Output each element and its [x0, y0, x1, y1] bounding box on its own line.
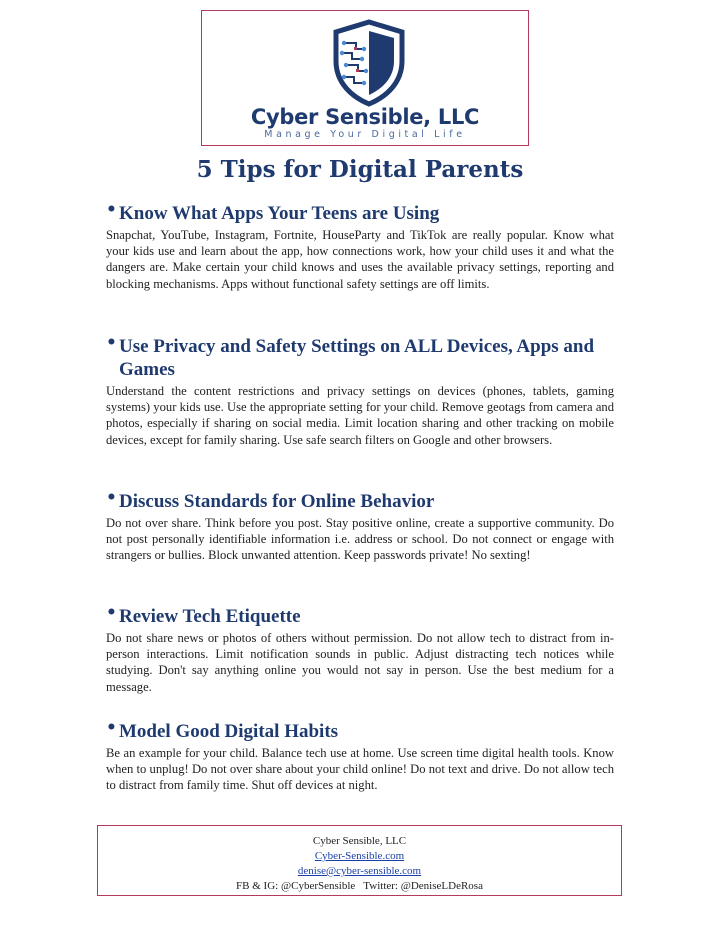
tip-heading: • Model Good Digital Habits — [106, 718, 339, 742]
tip-1 — [106, 202, 614, 292]
tip-body: Understand the content restrictions and privacy settings on devices (phones, tablets, gaming systems) your kids use. Use the appropriate setting for your child. Remove geotags from camera and photos, especially if sharing on social media. Limit location sharing and other tracking on mobile devices, except for family sharing. Use safe search filters on Google and other browsers. — [106, 384, 614, 447]
website-link[interactable]: Cyber-Sensible.com — [314, 850, 405, 862]
page-title: 5 Tips for Digital Parents — [196, 156, 524, 183]
footer-social: FB & IG: @CyberSensible Twitter: @DeniseLDeRosa — [236, 880, 483, 892]
tip-heading: • Review Tech Etiquette — [106, 603, 301, 627]
logo-box — [201, 10, 529, 146]
tip-5 — [106, 720, 614, 794]
bullet-icon: • — [106, 333, 117, 353]
footer-company: Cyber Sensible, LLC — [312, 835, 407, 847]
tip-body: Snapchat, YouTube, Instagram, Fortnite, HouseParty and TikTok are really popular. Know what your kids use and learn about the app, how connections work, how your child uses it and what the dangers are. Make certain your child knows and uses the available privacy settings, reporting and blocking mechanisms. Apps without functional safety settings are off limits. — [106, 228, 614, 291]
tip-heading: • Know What Apps Your Teens are Using — [106, 200, 440, 224]
bullet-icon: • — [106, 200, 117, 220]
bullet-icon: • — [106, 488, 117, 508]
bullet-icon: • — [106, 718, 117, 738]
tip-2 — [106, 335, 614, 448]
bullet-icon: • — [106, 603, 117, 623]
footer-contact-box — [97, 825, 622, 896]
tip-heading: • Discuss Standards for Online Behavior — [106, 488, 435, 512]
tip-body: Be an example for your child. Balance tech use at home. Use screen time digital health tools. Know when to unplug! Do not over share about your child online! Do not text and drive. Do not allow tech to distract from family time. Shut off devices at night. — [106, 746, 614, 793]
tip-body: Do not share news or photos of others without permission. Do not allow tech to distract from in-person interactions. Limit notification sounds in public. Adjust distracting tech notices while studying. Don't say anything online you would not say in person. Use the best medium for a message. — [106, 631, 614, 694]
brand-tagline: Manage Your Digital Life — [264, 129, 466, 140]
brand-name: Cyber Sensible, LLC — [250, 105, 480, 129]
tip-body: Do not over share. Think before you post. Stay positive online, create a supportive community. Do not post personally identifiable information i.e. address or school. Do not connect or engage with strangers or bullies. Block unwanted attention. Keep passwords private! No sexting! — [106, 516, 614, 563]
email-link[interactable]: denise@cyber-sensible.com — [297, 865, 422, 877]
tip-heading: • Use Privacy and Safety Settings on ALL Devices, Apps and Games — [106, 333, 595, 380]
shield-circuit-icon — [332, 19, 406, 107]
tip-3 — [106, 490, 614, 564]
tip-4 — [106, 605, 614, 695]
